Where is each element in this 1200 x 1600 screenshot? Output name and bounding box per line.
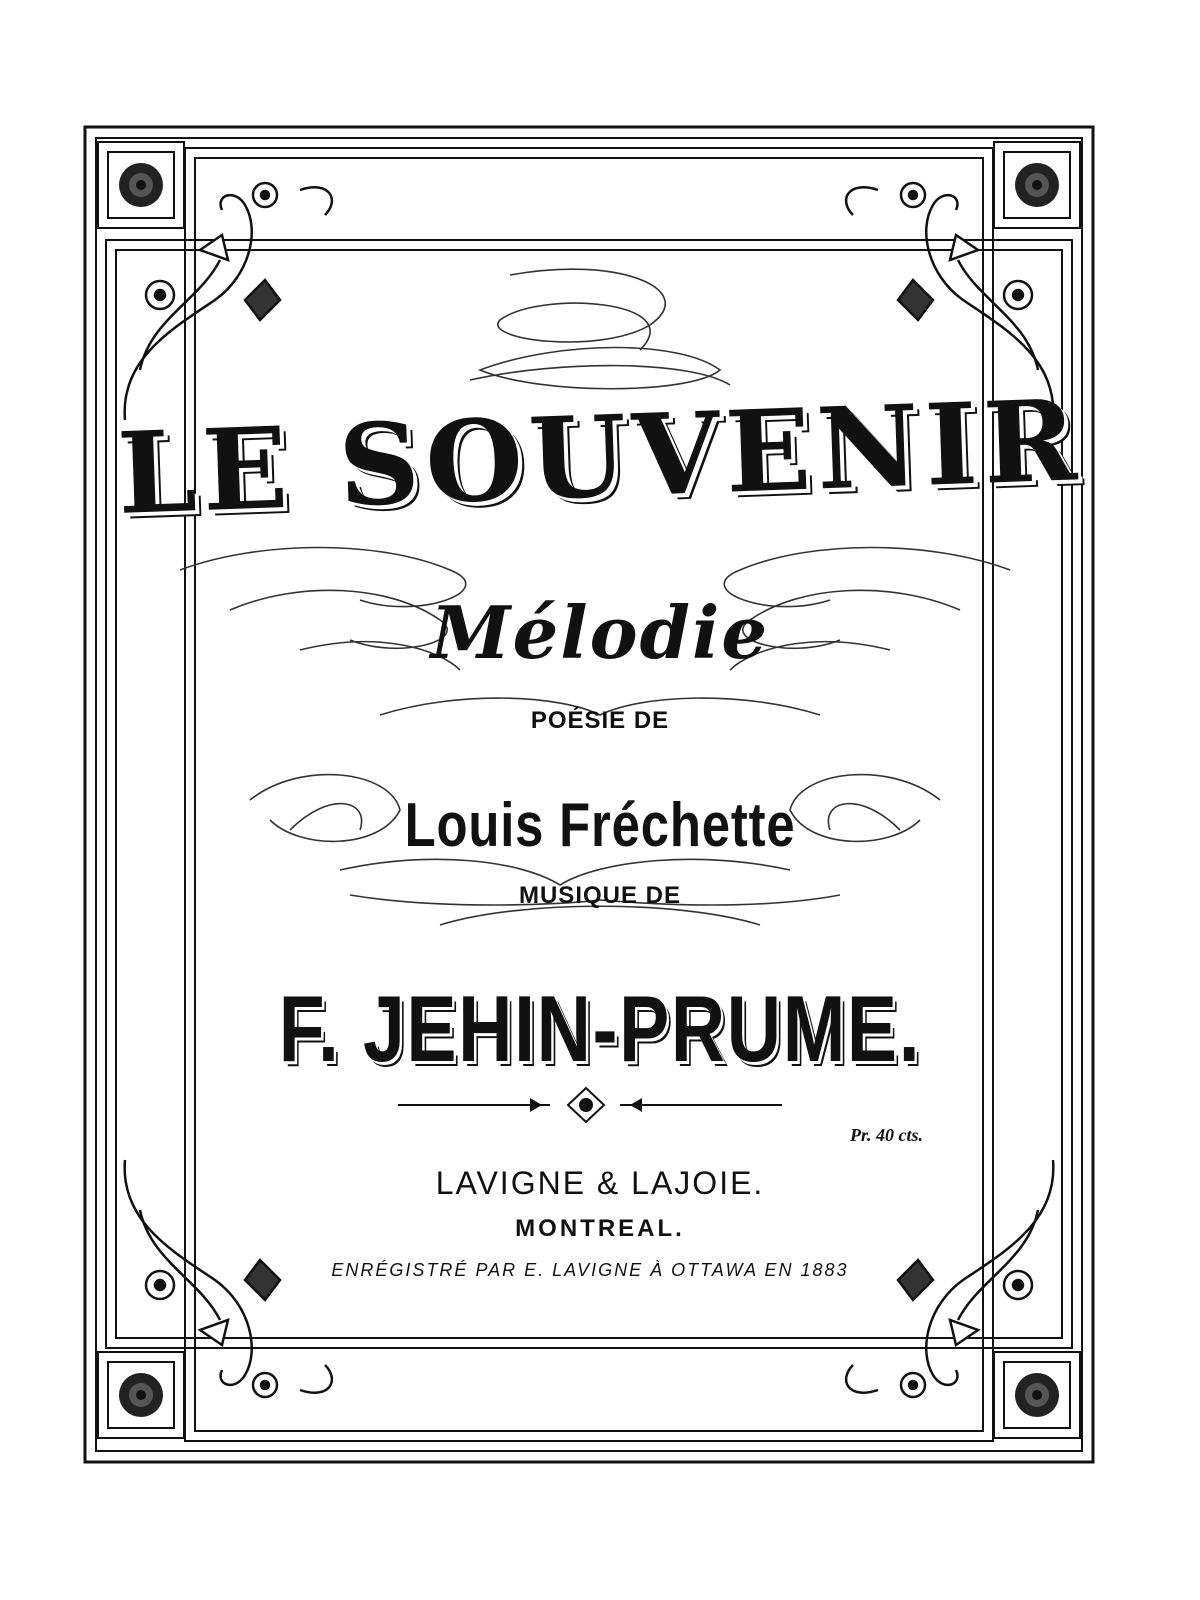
price-label: Pr. 40 cts.	[850, 1125, 924, 1145]
corner-medallion-bottom-right	[994, 1352, 1080, 1438]
subtitle: Mélodie	[430, 590, 770, 675]
title: LE SOUVENIR	[115, 375, 1085, 540]
registration-note: ENRÉGISTRÉ PAR E. LAVIGNE À OTTAWA EN 1883	[331, 1260, 849, 1280]
publisher-name: LAVIGNE & LAJOIE.	[435, 1165, 765, 1201]
publisher-city: MONTREAL.	[515, 1215, 685, 1242]
corner-medallion-bottom-left	[98, 1352, 184, 1438]
composer-name: F. JEHIN-PRUME.	[278, 976, 922, 1081]
poetry-by-label: POÉSIE DE	[530, 707, 670, 734]
divider-ornament	[398, 1088, 782, 1122]
poet-name: Louis Fréchette	[404, 791, 796, 860]
corner-medallion-top-right	[994, 142, 1080, 228]
corner-medallion-top-left	[98, 142, 184, 228]
music-by-label: MUSIQUE DE	[518, 882, 681, 909]
